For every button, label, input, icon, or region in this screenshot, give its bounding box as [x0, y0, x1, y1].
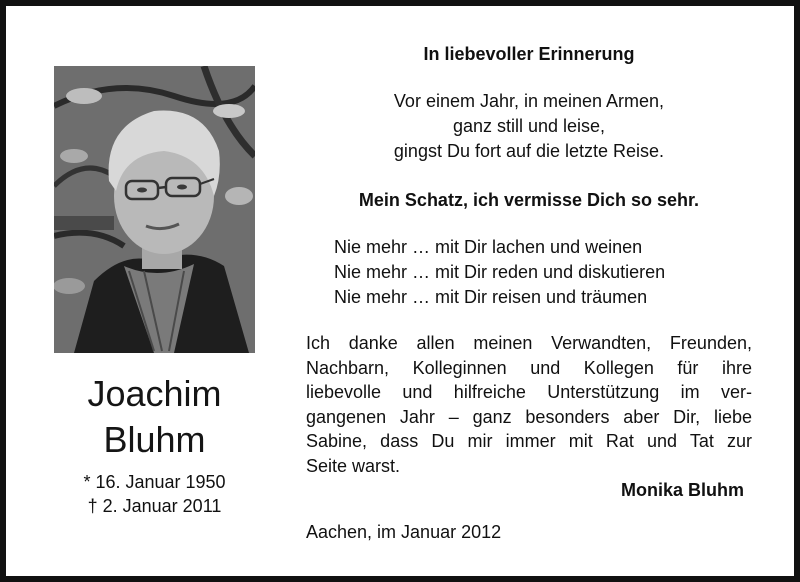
thanks-line: Seite warst. — [306, 455, 401, 476]
poem-line: ganz still und leise, — [452, 116, 606, 136]
thanks-line: liebevolle und hilfreiche Unterstützung im ver- — [306, 382, 752, 402]
thanks-paragraph — [306, 331, 752, 478]
never-more-line: Nie mehr … mit Dir reisen und träumen — [334, 287, 648, 307]
deceased-first-name: Joachim — [87, 373, 222, 414]
highlight-line: Mein Schatz, ich vermisse Dich so sehr. — [358, 190, 700, 210]
never-more-line: Nie mehr … mit Dir lachen und weinen — [334, 237, 643, 257]
heading: In liebevoller Erinnerung — [423, 44, 635, 64]
deceased-last-name: Bluhm — [103, 419, 206, 460]
birth-date: * 16. Januar 1950 — [83, 472, 226, 492]
signature: Monika Bluhm — [620, 480, 744, 500]
death-date: † 2. Januar 2011 — [87, 496, 222, 516]
never-more-line: Nie mehr … mit Dir reden und diskutieren — [334, 262, 666, 282]
thanks-line: gangenen Jahr – ganz besonders aber Dir, liebe — [306, 406, 752, 427]
portrait-photo — [54, 66, 255, 353]
poem-line: gingst Du fort auf die letzte Reise. — [393, 141, 665, 161]
poem-line: Vor einem Jahr, in meinen Armen, — [393, 91, 665, 111]
place-date: Aachen, im Januar 2012 — [306, 522, 502, 542]
thanks-line: Sabine, dass Du mir immer mit Rat und Tat zur — [306, 431, 752, 451]
thanks-line: Nachbarn, Kolleginnen und Kollegen für ihre — [306, 357, 752, 378]
thanks-line: Ich danke allen meinen Verwandten, Freunden, — [306, 333, 752, 353]
